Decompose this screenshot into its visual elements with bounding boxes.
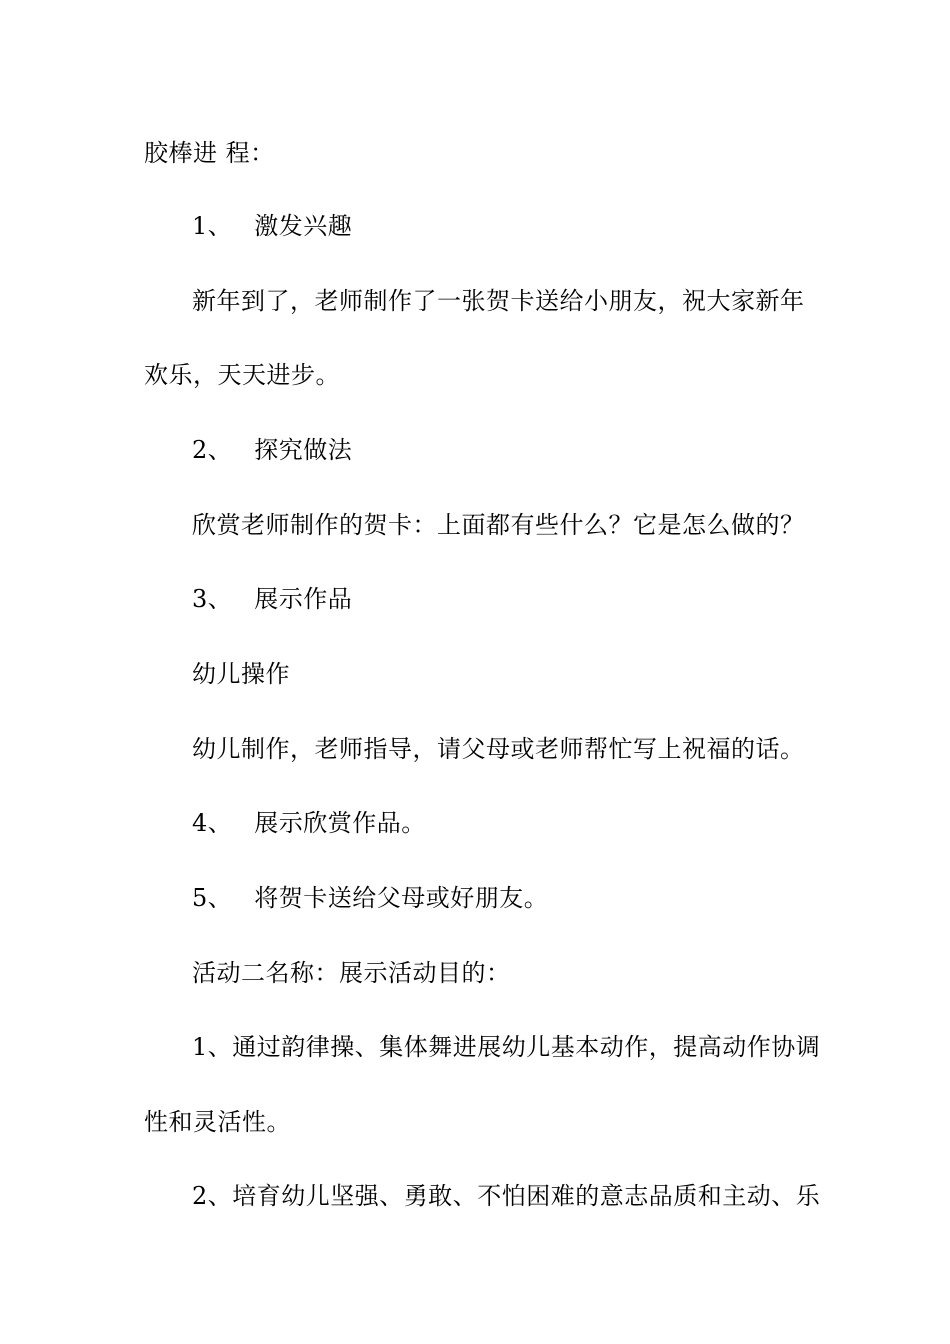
goal-2-line (192, 1181, 820, 1211)
paragraph-line (192, 286, 805, 316)
materials-line (144, 138, 275, 168)
step-3-number: 3、 (192, 585, 233, 613)
subheading-line (192, 659, 290, 689)
goal-1-line (192, 1032, 820, 1062)
step-5-number: 5、 (192, 884, 233, 912)
paragraph-line (144, 360, 340, 390)
paragraph-text: 幼儿制作，老师指导，请父母或老师帮忙写上祝福的话。 (192, 735, 805, 763)
paragraph-line (192, 510, 805, 540)
step-3-title: 展示作品 (254, 585, 353, 613)
paragraph-line (192, 734, 805, 764)
materials-text: 胶棒进 程： (144, 139, 275, 167)
step-1-heading (192, 211, 352, 241)
paragraph-text: 欢乐，天天进步。 (144, 361, 340, 389)
step-3-heading (192, 584, 352, 614)
step-4-number: 4、 (192, 809, 233, 837)
step-5-heading (192, 883, 548, 913)
activity-two-line (192, 958, 511, 988)
step-2-title: 探究做法 (254, 436, 353, 464)
step-2-heading (192, 435, 352, 465)
goal-2-text: 2、培育幼儿坚强、勇敢、不怕困难的意志品质和主动、乐 (192, 1182, 821, 1210)
step-4-heading (192, 808, 426, 838)
goal-1-continuation (144, 1107, 291, 1137)
step-5-title: 将贺卡送给父母或好朋友。 (254, 884, 549, 912)
step-2-number: 2、 (192, 436, 233, 464)
step-1-number: 1、 (192, 212, 233, 240)
paragraph-text: 新年到了，老师制作了一张贺卡送给小朋友，祝大家新年 (192, 287, 805, 315)
goal-1-text: 1、通过韵律操、集体舞进展幼儿基本动作，提高动作协调 (192, 1033, 821, 1061)
step-1-title: 激发兴趣 (254, 212, 353, 240)
subheading-text: 幼儿操作 (192, 660, 290, 688)
activity-two-text: 活动二名称：展示活动目的： (192, 959, 511, 987)
step-4-title: 展示欣赏作品。 (254, 809, 426, 837)
paragraph-text: 欣赏老师制作的贺卡：上面都有些什么？它是怎么做的？ (192, 511, 805, 539)
goal-1-continuation-text: 性和灵活性。 (144, 1108, 291, 1136)
